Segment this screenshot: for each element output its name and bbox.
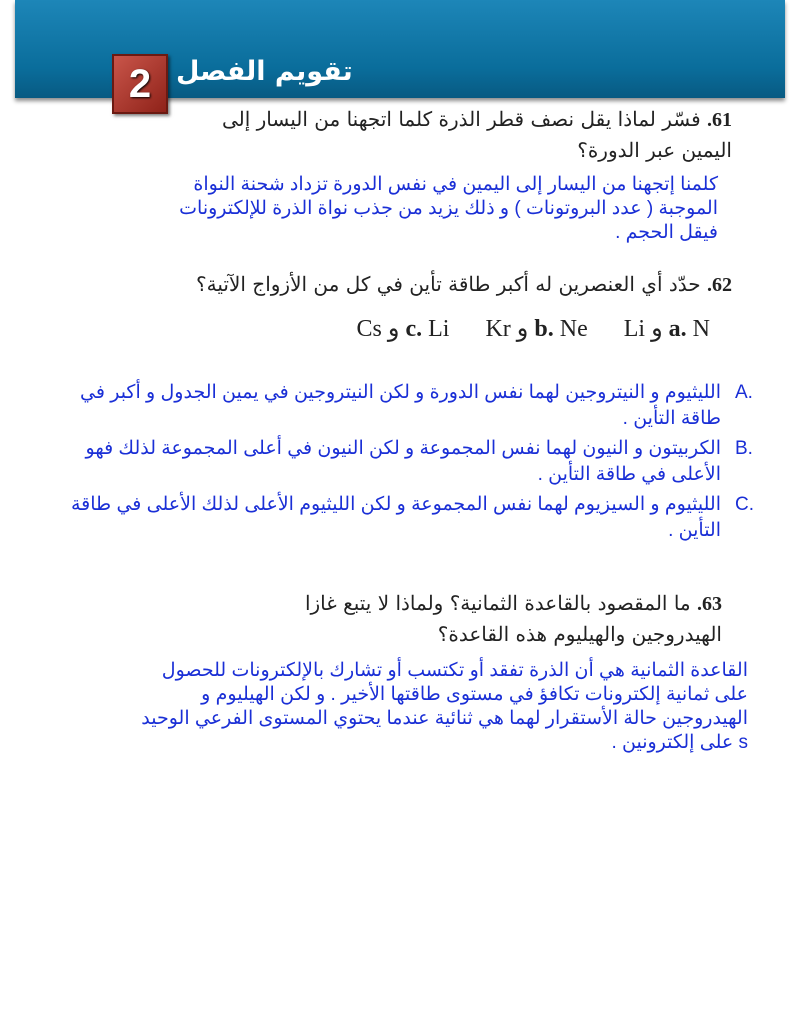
question-62-options	[300, 314, 710, 344]
question-number: 62.	[707, 274, 732, 296]
answer-61: كلمنا إتجهنا من اليسار إلى اليمين في نفس الدورة تزداد شحنة النواة الموجبة ( عدد البروتونات ) و ذلك يزيد من جذب نواة الذرة للإلكترونات فيقل الحجم .	[179, 174, 718, 243]
question-number: 61.	[707, 109, 732, 131]
answer-62-b	[40, 436, 780, 488]
answer-62-c	[40, 492, 780, 544]
answer-letter: A.	[735, 382, 753, 403]
answer-63: القاعدة الثمانية هي أن الذرة تفقد أو تكتسب أو تشارك بالإلكترونات للحصول على ثمانية إلكترونات تكافؤ في مستوى طاقتها الأخير . و لكن الهيليوم و الهيدروجين حالة الأستقرار لهما هي ثنائية عندما يحتوي المستوى الفرعي الوحيد s على إلكترونين .	[141, 660, 748, 753]
question-63	[250, 588, 722, 649]
answer-text: الليثيوم و النيتروجين لهما نفس الدورة و لكن النيتروجين في يمين الجدول و أكبر في طاقة التأين .	[80, 382, 721, 429]
question-number: 63.	[697, 593, 722, 615]
answer-letter: B.	[735, 438, 753, 459]
answer-letter: C.	[735, 494, 754, 515]
question-62	[170, 269, 732, 300]
question-text: فسّر لماذا يقل نصف قطر الذرة كلما اتجهنا من اليسار إلى اليمين عبر الدورة؟	[221, 107, 732, 162]
option-b: b. Ne و Kr	[485, 316, 588, 342]
question-61	[170, 104, 732, 165]
question-text: ما المقصود بالقاعدة الثمانية؟ ولماذا لا يتبع غازا الهيدروجين والهيليوم هذه القاعدة؟	[304, 591, 722, 646]
answer-62-a	[40, 380, 780, 432]
option-a: a. N و Li	[623, 316, 710, 342]
answer-text: الكربيتون و النيون لهما نفس المجموعة و لكن النيون في أعلى المجموعة لذلك فهو الأعلى في طاقة التأين .	[85, 438, 721, 485]
question-text: حدّد أي العنصرين له أكبر طاقة تأين في كل من الأزواج الآتية؟	[196, 272, 701, 296]
answer-text: الليثيوم و السيزيوم لهما نفس المجموعة و لكن الليثيوم الأعلى لذلك الأعلى في طاقة التأين .	[71, 494, 721, 541]
answers-62	[40, 380, 780, 544]
chapter-number-badge: 2	[112, 54, 168, 114]
chapter-title: تقويم الفصل	[176, 56, 353, 87]
option-c: c. Li و Cs	[356, 316, 450, 342]
